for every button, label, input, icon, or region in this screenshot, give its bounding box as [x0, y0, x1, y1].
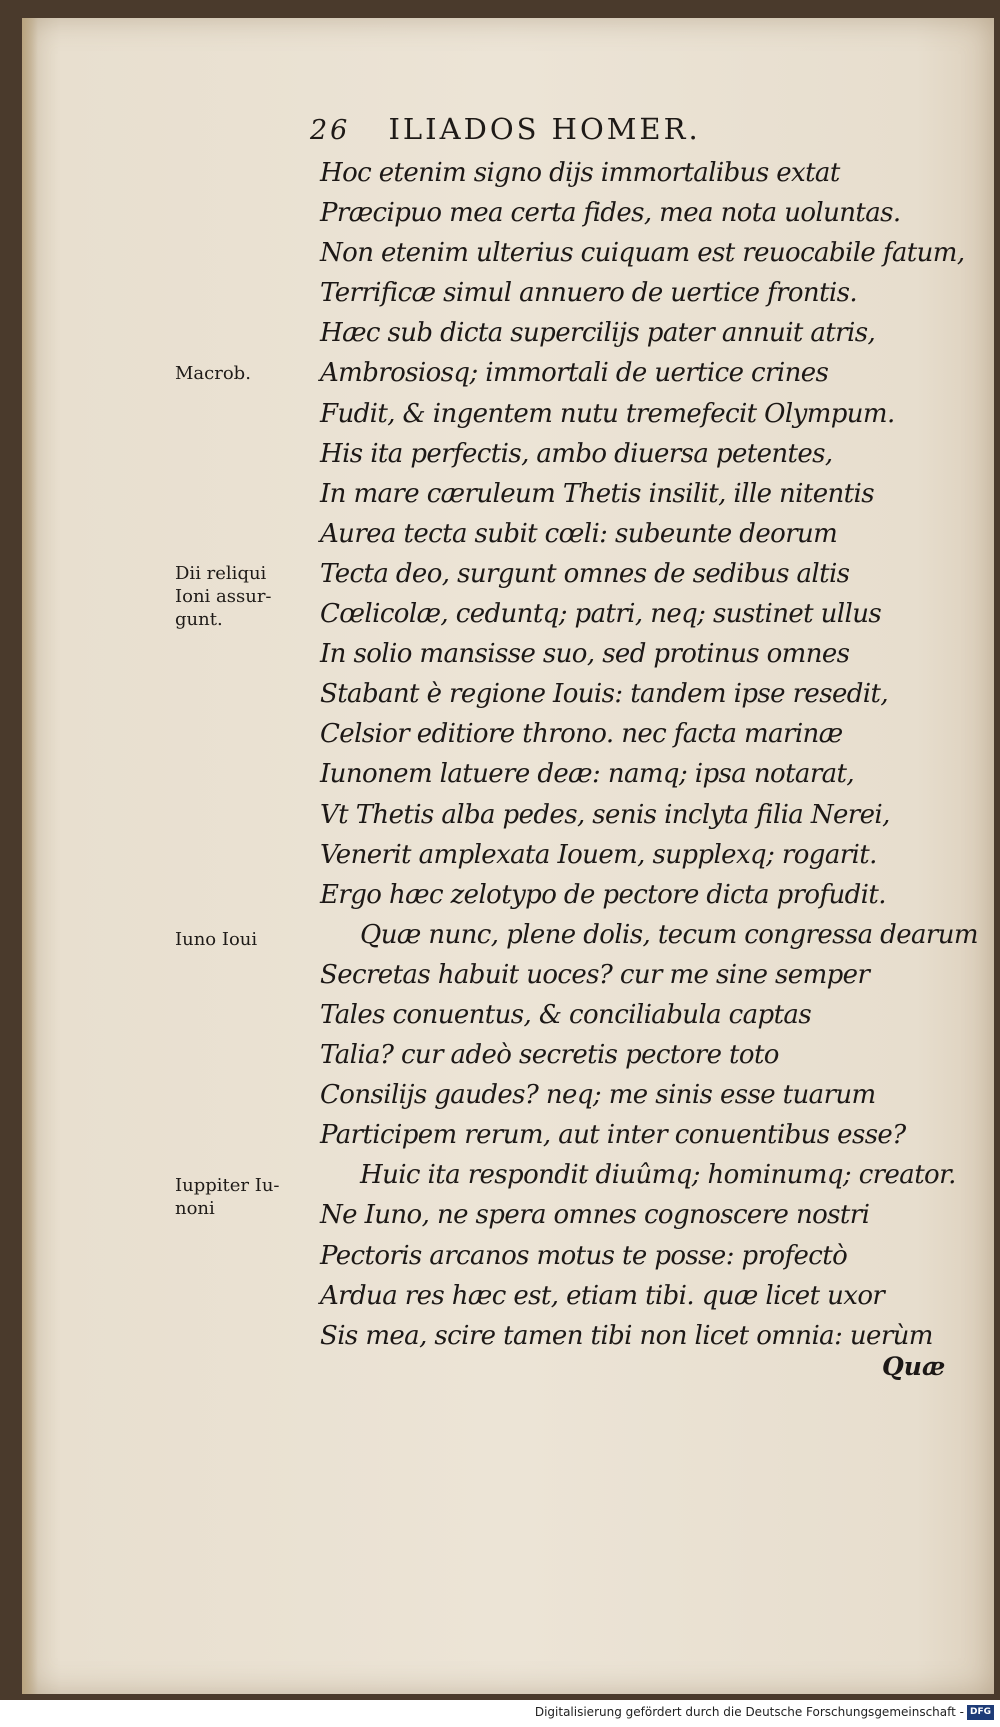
verse-line: Venerit amplexata Iouem, supplexq; rogarit. [320, 839, 877, 870]
verse-line: In solio mansisse suo, sed protinus omnes [320, 639, 850, 670]
verse-line: Aurea tecta subit cœli: subeunte deorum [320, 518, 838, 549]
page-header [310, 112, 701, 146]
catchword: Quæ [882, 1352, 946, 1381]
verse-line: Secretas habuit uoces? cur me sine semper [320, 959, 870, 990]
verse-line: Iunonem latuere deæ: namq; ipsa notarat, [320, 759, 855, 790]
margin-note-dii-reliqui: Dii reliqui Ioni assur-gunt. [175, 563, 272, 630]
verse-line: Sis mea, scire tamen tibi non licet omnia: uerùm [320, 1320, 933, 1351]
verse-line: Pectoris arcanos motus te posse: profectò [320, 1240, 848, 1271]
verse-line: His ita perfectis, ambo diuersa petentes, [320, 438, 833, 469]
digitization-footer [0, 1700, 1000, 1727]
verse-line: Fudit, & ingentem nutu tremefecit Olympum. [320, 398, 895, 429]
verse-line: Celsior editiore throno. nec facta marinæ [320, 719, 843, 750]
verse-line: Stabant è regione Iouis: tandem ipse resedit, [320, 679, 889, 710]
dfg-logo: DFG [967, 1705, 994, 1720]
verse-line: Hoc etenim signo dijs immortalibus extat [320, 158, 840, 188]
verse-line: Consilijs gaudes? neq; me sinis esse tuarum [320, 1080, 876, 1111]
verse-line: Quæ nunc, plene dolis, tecum congressa dearum [360, 919, 978, 950]
verse-line: Cœlicolæ, ceduntq; patri, neq; sustinet ullus [320, 599, 882, 630]
verse-line: Ne Iuno, ne spera omnes cognoscere nostri [320, 1200, 870, 1231]
verse-text [320, 153, 978, 1356]
margin-note-macrob: Macrob. [175, 363, 251, 384]
funding-credit: Digitalisierung gefördert durch die Deutsche Forschungsgemeinschaft - [534, 1705, 964, 1719]
verse-line: Participem rerum, aut inter conuentibus esse? [320, 1120, 906, 1151]
verse-line: Non etenim ulterius cuiquam est reuocabile fatum, [320, 238, 965, 269]
verse-line: Tecta deo, surgunt omnes de sedibus altis [320, 558, 850, 589]
verse-line: Huic ita respondit diuûmq; hominumq; creator. [360, 1160, 956, 1191]
margin-note-iuppiter-iunoni: Iuppiter Iu-noni [175, 1175, 280, 1219]
verse-line: Præcipuo mea certa fides, mea nota uoluntas. [320, 198, 901, 229]
running-head: ILIADOS HOMER. [388, 112, 701, 146]
page-gutter [22, 18, 38, 1694]
verse-line: Ambrosiosq; immortali de uertice crines [320, 358, 829, 389]
verse-line: Ardua res hæc est, etiam tibi. quæ licet uxor [320, 1280, 885, 1311]
verse-line: Talia? cur adeò secretis pectore toto [320, 1040, 779, 1071]
verse-line: Ergo hæc zelotypo de pectore dicta profudit. [320, 879, 886, 910]
verse-line: In mare cæruleum Thetis insilit, ille nitentis [320, 478, 874, 509]
verse-line: Hæc sub dicta supercilijs pater annuit atris, [320, 318, 876, 349]
margin-note-iuno-ioui: Iuno Ioui [175, 929, 258, 950]
verse-line: Tales conuentus, & conciliabula captas [320, 999, 812, 1030]
folio-number: 26 [310, 115, 351, 146]
verse-line: Vt Thetis alba pedes, senis inclyta filia Nerei, [320, 799, 890, 830]
verse-line: Terrificæ simul annuero de uertice frontis. [320, 278, 858, 309]
